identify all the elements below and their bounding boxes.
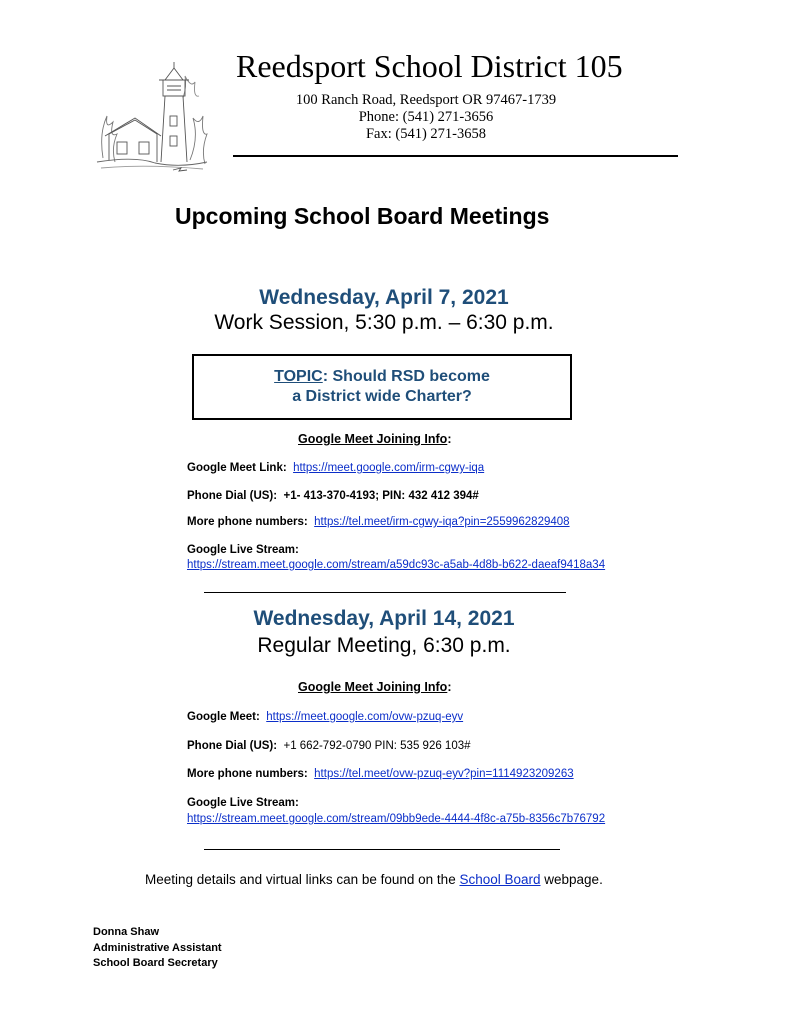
- meeting2-joining-heading-text: Google Meet Joining Info: [298, 680, 448, 694]
- meeting1-phone-label: Phone Dial (US):: [187, 490, 278, 502]
- meeting1-link-label: Google Meet Link:: [187, 462, 287, 474]
- meeting1-stream-row: [187, 559, 605, 571]
- section-divider: [204, 592, 566, 593]
- meeting1-more-label: More phone numbers:: [187, 516, 308, 528]
- meeting1-stream-label: [187, 544, 299, 556]
- meeting1-date: Wednesday, April 7, 2021: [259, 286, 509, 309]
- district-contact: [236, 92, 616, 143]
- meeting2-joining-heading-colon: :: [447, 680, 452, 694]
- signature-title2: School Board Secretary: [93, 957, 218, 969]
- footer-note: [145, 872, 603, 887]
- meeting1-link-row: [187, 462, 484, 474]
- meeting1-joining-heading: [298, 432, 451, 446]
- signature-block: [93, 925, 222, 972]
- meeting2-stream-row: [187, 813, 605, 825]
- meeting2-more-numbers-row: [187, 768, 574, 780]
- meeting1-phone-row: [187, 490, 479, 502]
- meeting2-phone-value: +1 662-792-0790 PIN: 535 926 103#: [283, 740, 471, 752]
- district-title: Reedsport School District 105: [236, 48, 623, 84]
- district-phone: Phone: (541) 271-3656: [358, 109, 494, 125]
- meeting2-more-label: More phone numbers:: [187, 768, 308, 780]
- meeting1-joining-heading-text: Google Meet Joining Info: [298, 432, 448, 446]
- meeting1-joining-heading-colon: :: [447, 432, 452, 446]
- meeting1-stream-label-text: Google Live Stream:: [187, 544, 299, 556]
- district-fax: Fax: (541) 271-3658: [365, 126, 486, 142]
- topic-line2: a District wide Charter?: [292, 388, 472, 405]
- meeting2-phone-row: [187, 740, 471, 752]
- signature-title1: Administrative Assistant: [93, 941, 222, 954]
- topic-box: [192, 354, 572, 420]
- meeting1-subtitle: Work Session, 5:30 p.m. – 6:30 p.m.: [214, 311, 554, 334]
- meeting2-meet-link[interactable]: https://meet.google.com/ovw-pzuq-eyv: [266, 711, 464, 723]
- meeting1-meet-link[interactable]: https://meet.google.com/irm-cgwy-iqa: [293, 462, 485, 474]
- meeting2-stream-label: [187, 797, 299, 809]
- topic-line1: : Should RSD become: [322, 368, 490, 385]
- meeting2-link-row: [187, 711, 463, 723]
- meeting2-subtitle: Regular Meeting, 6:30 p.m.: [257, 634, 511, 657]
- footer-note-before: Meeting details and virtual links can be found on the: [145, 872, 460, 887]
- lighthouse-logo: [95, 38, 210, 178]
- school-board-link[interactable]: School Board: [459, 872, 541, 887]
- footer-note-after: webpage.: [540, 872, 603, 887]
- meeting1-stream-link[interactable]: https://stream.meet.google.com/stream/a59dc93c-a5ab-4d8b-b622-daeaf9418a34: [187, 559, 606, 571]
- signature-name: Donna Shaw: [93, 926, 160, 938]
- meeting1-phone-value: +1- 413-370-4193; PIN: 432 412 394#: [283, 490, 479, 502]
- district-address: 100 Ranch Road, Reedsport OR 97467-1739: [295, 92, 557, 108]
- meeting2-phone-label: Phone Dial (US):: [187, 740, 278, 752]
- meeting1-more-numbers-link[interactable]: https://tel.meet/irm-cgwy-iqa?pin=2559962829408: [314, 516, 570, 528]
- section-divider-2: [204, 849, 560, 850]
- header-divider: [233, 155, 678, 157]
- meeting2-stream-label-text: Google Live Stream:: [187, 797, 299, 809]
- topic-label: TOPIC: [274, 368, 323, 385]
- meeting2-more-numbers-link[interactable]: https://tel.meet/ovw-pzuq-eyv?pin=1114923209263: [314, 768, 574, 780]
- meeting1-more-numbers-row: [187, 516, 570, 528]
- topic-text: [194, 367, 570, 407]
- meeting2-joining-heading: [298, 680, 451, 694]
- meeting2-date: Wednesday, April 14, 2021: [253, 607, 515, 630]
- meeting2-stream-link[interactable]: https://stream.meet.google.com/stream/09bb9ede-4444-4f8c-a75b-8356c7b76792: [187, 813, 606, 825]
- meeting2-link-label: Google Meet:: [187, 711, 260, 723]
- page-title: Upcoming School Board Meetings: [175, 203, 550, 229]
